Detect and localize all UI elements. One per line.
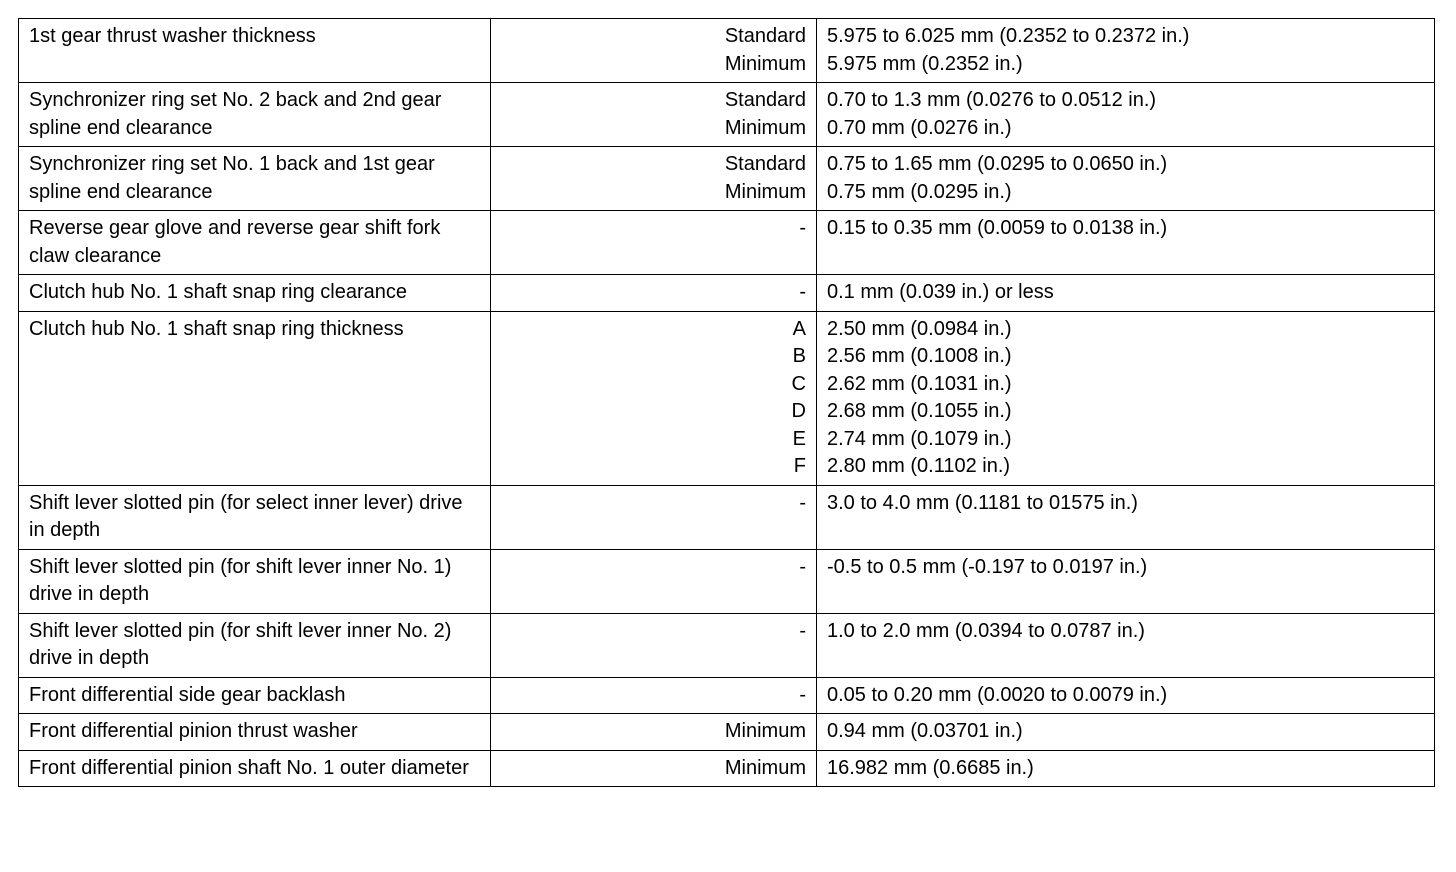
- value-text: 5.975 to 6.025 mm (0.2352 to 0.2372 in.): [827, 25, 1190, 47]
- value-text: -0.5 to 0.5 mm (-0.197 to 0.0197 in.): [827, 555, 1148, 578]
- item-label: 1st gear thrust washer thickness: [29, 25, 316, 47]
- condition-cell: [491, 677, 817, 714]
- condition-cell: [491, 750, 817, 787]
- value-text: 2.62 mm (0.1031 in.): [827, 372, 1012, 395]
- item-cell: [19, 750, 491, 787]
- condition-label: E: [792, 427, 806, 450]
- table-row: [19, 613, 1435, 677]
- value-text: 0.94 mm (0.03701 in.): [827, 720, 1023, 742]
- item-cell: [19, 311, 491, 485]
- item-cell: [19, 613, 491, 677]
- value-cell: [817, 275, 1435, 312]
- value-cell: [817, 714, 1435, 751]
- item-cell: [19, 19, 491, 83]
- condition-label: Minimum: [724, 180, 806, 203]
- value-cell: [817, 613, 1435, 677]
- table-row: [19, 147, 1435, 211]
- item-label: Front differential pinion thrust washer: [29, 720, 358, 742]
- value-cell: [817, 211, 1435, 275]
- condition-cell: [491, 714, 817, 751]
- item-cell: [19, 275, 491, 312]
- item-label: Reverse gear glove and reverse gear shift fork claw clearance: [29, 217, 441, 267]
- value-text: 2.80 mm (0.1102 in.): [827, 455, 1011, 477]
- value-text: 2.68 mm (0.1055 in.): [827, 400, 1012, 422]
- table-row: [19, 750, 1435, 787]
- condition-label: B: [792, 345, 806, 367]
- item-label: Synchronizer ring set No. 2 back and 2nd gear spline end clearance: [29, 89, 442, 139]
- value-cell: [817, 19, 1435, 83]
- item-cell: [19, 147, 491, 211]
- table-row: [19, 714, 1435, 751]
- condition-cell: [491, 549, 817, 613]
- value-text: 2.74 mm (0.1079 in.): [827, 427, 1012, 450]
- item-label: Shift lever slotted pin (for shift lever inner No. 2) drive in depth: [29, 619, 452, 669]
- item-cell: [19, 211, 491, 275]
- condition-label: -: [799, 491, 806, 514]
- condition-cell: [491, 83, 817, 147]
- condition-label: A: [792, 317, 806, 340]
- condition-cell: [491, 275, 817, 312]
- condition-label: Minimum: [724, 116, 806, 139]
- condition-label: C: [791, 372, 806, 395]
- condition-label: -: [799, 683, 806, 706]
- condition-label: F: [793, 455, 806, 477]
- condition-label: -: [799, 217, 806, 239]
- value-cell: [817, 677, 1435, 714]
- value-text: 0.70 to 1.3 mm (0.0276 to 0.0512 in.): [827, 89, 1157, 111]
- value-text: 0.75 to 1.65 mm (0.0295 to 0.0650 in.): [827, 153, 1168, 175]
- condition-cell: [491, 311, 817, 485]
- condition-label: Standard: [724, 89, 806, 111]
- condition-label: Minimum: [724, 720, 806, 742]
- value-text: 0.15 to 0.35 mm (0.0059 to 0.0138 in.): [827, 217, 1168, 239]
- condition-cell: [491, 19, 817, 83]
- condition-cell: [491, 211, 817, 275]
- table-row: [19, 485, 1435, 549]
- condition-cell: [491, 147, 817, 211]
- condition-label: Minimum: [724, 756, 806, 779]
- item-cell: [19, 677, 491, 714]
- table-row: [19, 83, 1435, 147]
- item-label: Shift lever slotted pin (for shift lever inner No. 1) drive in depth: [29, 555, 452, 605]
- item-label: Shift lever slotted pin (for select inner lever) drive in depth: [29, 491, 463, 541]
- table-row: [19, 677, 1435, 714]
- value-text: 0.1 mm (0.039 in.) or less: [827, 281, 1054, 303]
- table-row: [19, 211, 1435, 275]
- item-label: Clutch hub No. 1 shaft snap ring clearance: [29, 281, 407, 303]
- condition-label: -: [799, 555, 806, 578]
- specification-table: [18, 18, 1435, 787]
- value-cell: [817, 311, 1435, 485]
- item-cell: [19, 714, 491, 751]
- condition-label: Standard: [724, 153, 806, 175]
- condition-label: Standard: [724, 25, 806, 47]
- item-cell: [19, 83, 491, 147]
- condition-label: -: [799, 281, 806, 303]
- table-row: [19, 275, 1435, 312]
- value-cell: [817, 83, 1435, 147]
- value-text: 2.50 mm (0.0984 in.): [827, 317, 1012, 340]
- value-text: 1.0 to 2.0 mm (0.0394 to 0.0787 in.): [827, 619, 1145, 642]
- condition-label: -: [799, 619, 806, 642]
- item-cell: [19, 549, 491, 613]
- value-text: 0.70 mm (0.0276 in.): [827, 116, 1012, 139]
- table-row: [19, 19, 1435, 83]
- value-text: 3.0 to 4.0 mm (0.1181 to 01575 in.): [827, 491, 1138, 514]
- value-text: 16.982 mm (0.6685 in.): [827, 756, 1034, 779]
- value-cell: [817, 750, 1435, 787]
- item-label: Clutch hub No. 1 shaft snap ring thickness: [29, 317, 404, 340]
- table-row: [19, 549, 1435, 613]
- condition-cell: [491, 485, 817, 549]
- value-text: 5.975 mm (0.2352 in.): [827, 52, 1023, 75]
- specification-table-body: [19, 19, 1435, 787]
- value-cell: [817, 549, 1435, 613]
- item-label: Front differential pinion shaft No. 1 outer diameter: [29, 756, 469, 779]
- value-text: 0.05 to 0.20 mm (0.0020 to 0.0079 in.): [827, 683, 1168, 706]
- value-text: 2.56 mm (0.1008 in.): [827, 345, 1012, 367]
- condition-label: Minimum: [724, 52, 806, 75]
- value-cell: [817, 485, 1435, 549]
- item-label: Synchronizer ring set No. 1 back and 1st gear spline end clearance: [29, 153, 435, 203]
- item-cell: [19, 485, 491, 549]
- value-text: 0.75 mm (0.0295 in.): [827, 180, 1012, 203]
- condition-label: D: [791, 400, 806, 422]
- item-label: Front differential side gear backlash: [29, 683, 346, 706]
- table-row: [19, 311, 1435, 485]
- value-cell: [817, 147, 1435, 211]
- condition-cell: [491, 613, 817, 677]
